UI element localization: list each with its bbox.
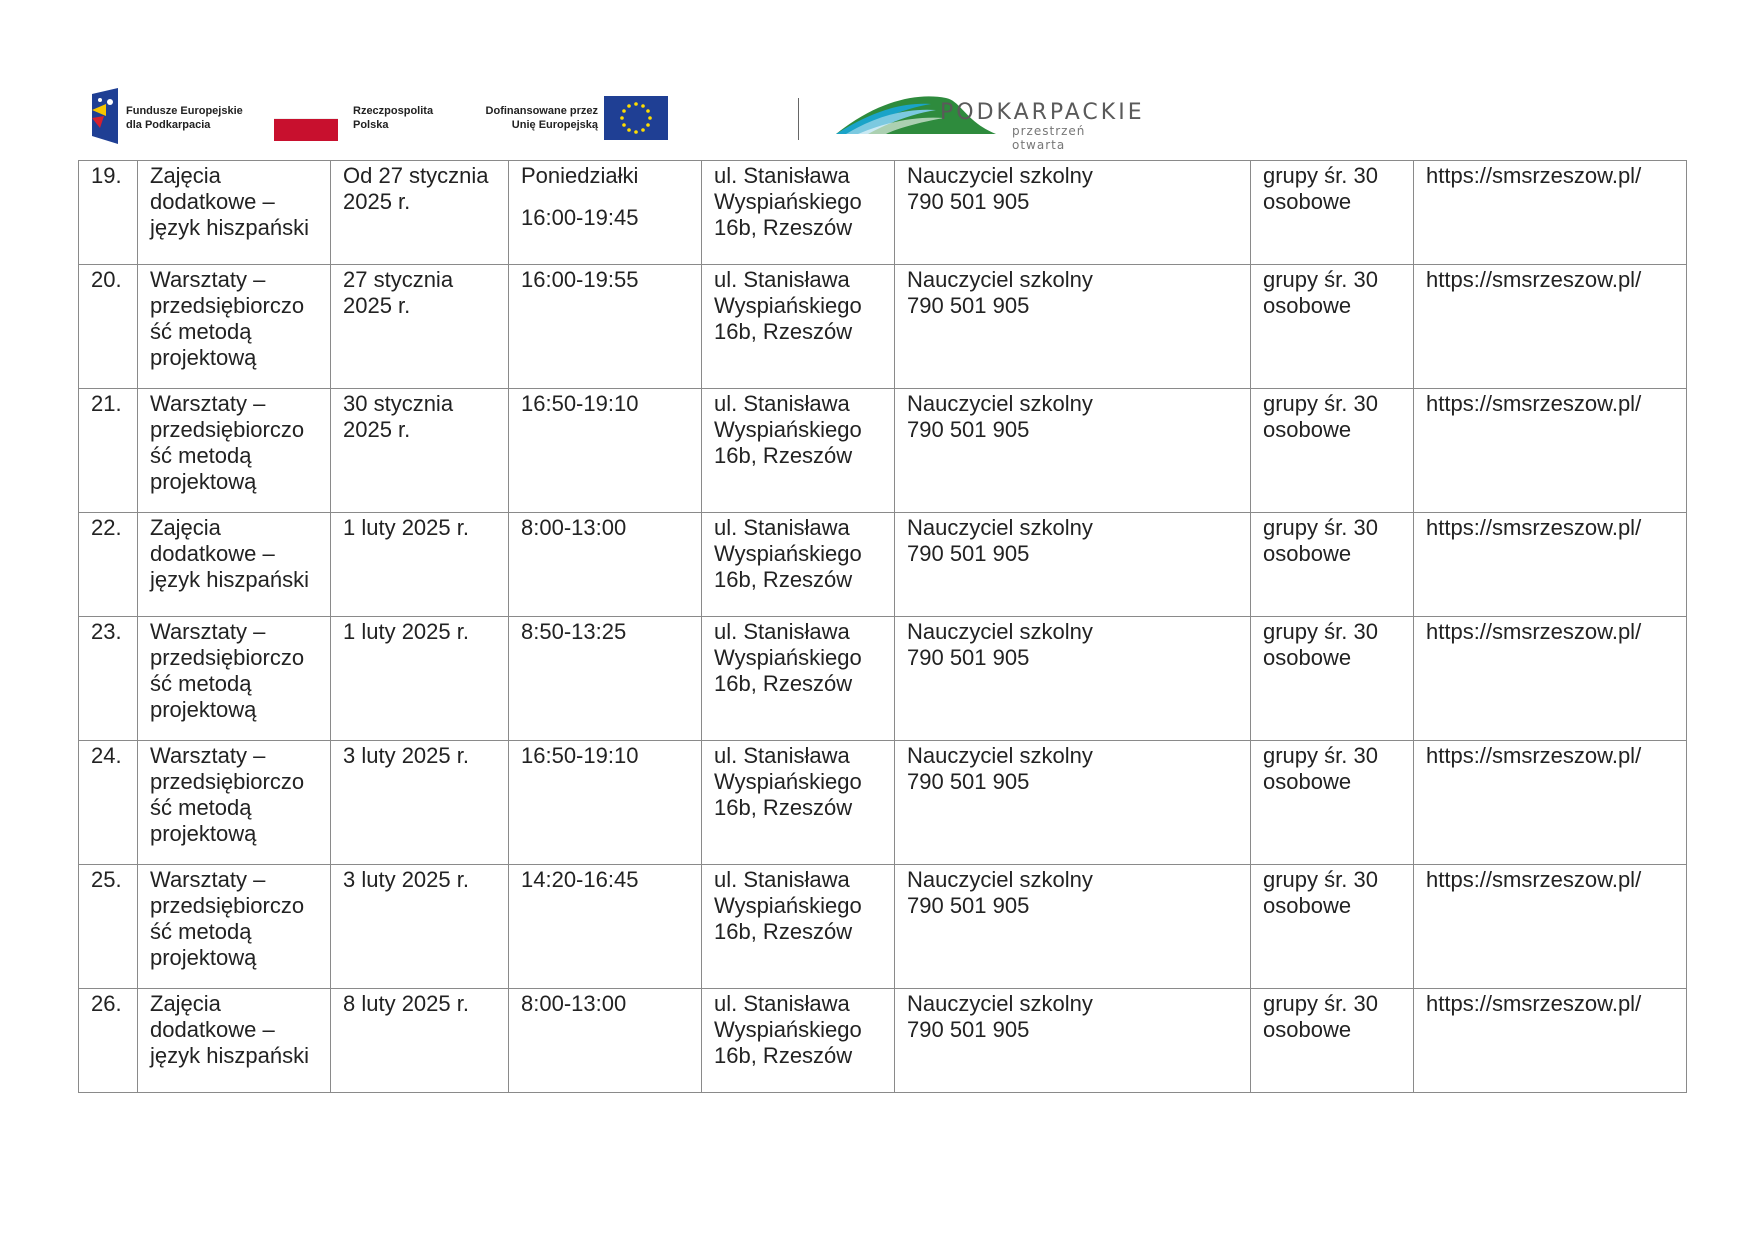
activity-address: Wyspiańskiego xyxy=(714,769,862,794)
activity-link-cell xyxy=(1414,161,1687,265)
activity-hours: 8:50-13:25 xyxy=(521,619,627,644)
activity-date-cell xyxy=(331,389,509,513)
activity-hours-cell xyxy=(509,865,702,989)
activity-contact-cell xyxy=(895,989,1251,1093)
activity-type: ść metodą xyxy=(150,443,252,468)
rp-logo-line2: Polska xyxy=(353,119,389,131)
activity-type: przedsiębiorczo xyxy=(150,893,305,918)
activity-contact: Nauczyciel szkolny xyxy=(907,267,1093,292)
activity-group-cell xyxy=(1251,161,1414,265)
activity-group: osobowe xyxy=(1263,189,1352,214)
activity-group-cell xyxy=(1251,989,1414,1093)
table-row xyxy=(79,865,1687,989)
row-number: 23. xyxy=(91,619,122,644)
activity-group: grupy śr. 30 xyxy=(1263,743,1378,768)
activity-type-cell xyxy=(138,513,331,617)
activity-address: ul. Stanisława xyxy=(714,743,850,768)
activity-type: język hiszpański xyxy=(150,1043,309,1068)
row-number: 26. xyxy=(91,991,122,1016)
logo-divider xyxy=(798,98,799,140)
activity-type: Warsztaty – xyxy=(150,391,266,416)
activity-type: projektową xyxy=(150,697,257,722)
activity-type-cell xyxy=(138,989,331,1093)
activity-address-cell xyxy=(702,265,895,389)
activity-address: Wyspiańskiego xyxy=(714,1017,862,1042)
activity-type: ść metodą xyxy=(150,919,252,944)
table-row xyxy=(79,389,1687,513)
activity-address-cell xyxy=(702,865,895,989)
activity-address: ul. Stanisława xyxy=(714,867,850,892)
activity-address-cell xyxy=(702,513,895,617)
activity-hours: 16:50-19:10 xyxy=(521,391,639,416)
activity-date: 30 stycznia xyxy=(343,391,454,416)
activity-hours: 16:50-19:10 xyxy=(521,743,639,768)
table-row xyxy=(79,617,1687,741)
activity-contact-cell xyxy=(895,265,1251,389)
activity-contact: 790 501 905 xyxy=(907,417,1030,442)
activity-type: ść metodą xyxy=(150,671,252,696)
activity-contact: Nauczyciel szkolny xyxy=(907,991,1093,1016)
activity-type: dodatkowe – xyxy=(150,1017,275,1042)
activity-contact: Nauczyciel szkolny xyxy=(907,743,1093,768)
activity-type: przedsiębiorczo xyxy=(150,769,305,794)
activity-address: ul. Stanisława xyxy=(714,991,850,1016)
activity-type: Warsztaty – xyxy=(150,267,266,292)
activity-contact-cell xyxy=(895,161,1251,265)
activity-group: grupy śr. 30 xyxy=(1263,991,1378,1016)
activity-date: 8 luty 2025 r. xyxy=(343,991,469,1016)
activity-type: przedsiębiorczo xyxy=(150,293,305,318)
activity-contact: Nauczyciel szkolny xyxy=(907,515,1093,540)
activity-address: ul. Stanisława xyxy=(714,515,850,540)
activity-type: ść metodą xyxy=(150,319,252,344)
activity-group: grupy śr. 30 xyxy=(1263,867,1378,892)
fe-logo-line2: dla Podkarpacia xyxy=(126,119,211,131)
activity-group-cell xyxy=(1251,741,1414,865)
activity-type: Warsztaty – xyxy=(150,619,266,644)
logo-bar xyxy=(88,88,1145,152)
activity-link: https://smsrzeszow.pl/ xyxy=(1426,743,1642,768)
eu-flag-icon xyxy=(604,96,668,140)
activity-contact: 790 501 905 xyxy=(907,293,1030,318)
activity-type: Warsztaty – xyxy=(150,743,266,768)
activity-type: dodatkowe – xyxy=(150,541,275,566)
activity-type: Zajęcia xyxy=(150,163,221,188)
activity-link-cell xyxy=(1414,265,1687,389)
activity-link: https://smsrzeszow.pl/ xyxy=(1426,267,1642,292)
row-number-cell xyxy=(79,513,138,617)
activity-link-cell xyxy=(1414,617,1687,741)
activity-group-cell xyxy=(1251,265,1414,389)
eu-logo-line1: Dofinansowane przez xyxy=(485,105,598,117)
activity-group: osobowe xyxy=(1263,893,1352,918)
activity-address: Wyspiańskiego xyxy=(714,541,862,566)
activity-hours-cell xyxy=(509,989,702,1093)
activity-contact: 790 501 905 xyxy=(907,893,1030,918)
podkarpackie-subtitle: przestrzeń otwarta xyxy=(1012,124,1086,152)
activity-contact-cell xyxy=(895,617,1251,741)
activity-type: Zajęcia xyxy=(150,991,221,1016)
row-number: 20. xyxy=(91,267,122,292)
activity-group: grupy śr. 30 xyxy=(1263,391,1378,416)
activity-hours: 8:00-13:00 xyxy=(521,991,627,1016)
activity-address: ul. Stanisława xyxy=(714,391,850,416)
activity-type-cell xyxy=(138,265,331,389)
activity-hours-cell xyxy=(509,741,702,865)
activity-contact: Nauczyciel szkolny xyxy=(907,867,1093,892)
activity-date: 3 luty 2025 r. xyxy=(343,867,469,892)
activity-contact: 790 501 905 xyxy=(907,645,1030,670)
activity-link-cell xyxy=(1414,513,1687,617)
activity-contact: Nauczyciel szkolny xyxy=(907,163,1093,188)
activity-type: język hiszpański xyxy=(150,215,309,240)
activity-link: https://smsrzeszow.pl/ xyxy=(1426,867,1642,892)
activity-hours: 14:20-16:45 xyxy=(521,867,639,892)
activity-hours: Poniedziałki xyxy=(521,163,639,188)
activity-address-cell xyxy=(702,741,895,865)
activity-address: Wyspiańskiego xyxy=(714,189,862,214)
activity-group: grupy śr. 30 xyxy=(1263,515,1378,540)
activity-date: 3 luty 2025 r. xyxy=(343,743,469,768)
activity-type: język hiszpański xyxy=(150,567,309,592)
activity-address: 16b, Rzeszów xyxy=(714,671,853,696)
activity-date-cell xyxy=(331,161,509,265)
activity-group: grupy śr. 30 xyxy=(1263,619,1378,644)
activity-type-cell xyxy=(138,161,331,265)
activity-date: 1 luty 2025 r. xyxy=(343,619,469,644)
activity-group: osobowe xyxy=(1263,645,1352,670)
row-number-cell xyxy=(79,265,138,389)
table-row xyxy=(79,265,1687,389)
activity-type: projektową xyxy=(150,945,257,970)
activity-address: 16b, Rzeszów xyxy=(714,443,853,468)
activity-date: 2025 r. xyxy=(343,189,411,214)
activity-type: projektową xyxy=(150,469,257,494)
rp-logo-line1: Rzeczpospolita xyxy=(353,105,434,117)
activity-address-cell xyxy=(702,161,895,265)
activity-group-cell xyxy=(1251,617,1414,741)
activity-group-cell xyxy=(1251,389,1414,513)
row-number-cell xyxy=(79,741,138,865)
activity-address: ul. Stanisława xyxy=(714,619,850,644)
row-number-cell xyxy=(79,161,138,265)
podkarpackie-logo xyxy=(836,88,1145,152)
activity-contact: Nauczyciel szkolny xyxy=(907,391,1093,416)
activity-group: osobowe xyxy=(1263,417,1352,442)
activity-date: 2025 r. xyxy=(343,417,411,442)
podkarpackie-title: PODKARPACKIE xyxy=(940,100,1145,125)
activity-hours-cell xyxy=(509,617,702,741)
activity-address: Wyspiańskiego xyxy=(714,645,862,670)
activity-hours-cell xyxy=(509,265,702,389)
activity-type: przedsiębiorczo xyxy=(150,645,305,670)
table-row xyxy=(79,513,1687,617)
activity-contact-cell xyxy=(895,741,1251,865)
row-number: 25. xyxy=(91,867,122,892)
activity-group: osobowe xyxy=(1263,769,1352,794)
activity-type: projektową xyxy=(150,821,257,846)
activity-type: Zajęcia xyxy=(150,515,221,540)
activity-link: https://smsrzeszow.pl/ xyxy=(1426,391,1642,416)
table-row xyxy=(79,989,1687,1093)
activity-group: osobowe xyxy=(1263,1017,1352,1042)
eu-logo xyxy=(476,88,676,148)
fe-flag-icon xyxy=(88,88,120,144)
activity-contact-cell xyxy=(895,513,1251,617)
activity-hours: 16:00-19:55 xyxy=(521,267,639,292)
activity-type-cell xyxy=(138,741,331,865)
fe-logo-line1: Fundusze Europejskie xyxy=(126,105,243,117)
activity-link-cell xyxy=(1414,989,1687,1093)
activity-hours-cell xyxy=(509,513,702,617)
activity-date-cell xyxy=(331,617,509,741)
activity-date-cell xyxy=(331,513,509,617)
activity-contact: 790 501 905 xyxy=(907,189,1030,214)
activity-date: Od 27 stycznia xyxy=(343,163,489,188)
fe-logo xyxy=(88,88,268,148)
rp-logo xyxy=(274,88,444,148)
activity-date: 2025 r. xyxy=(343,293,411,318)
row-number: 19. xyxy=(91,163,122,188)
activity-address: 16b, Rzeszów xyxy=(714,567,853,592)
activity-hours xyxy=(521,189,689,205)
activity-group-cell xyxy=(1251,513,1414,617)
activity-date-cell xyxy=(331,265,509,389)
activity-contact: Nauczyciel szkolny xyxy=(907,619,1093,644)
row-number-cell xyxy=(79,989,138,1093)
activity-group-cell xyxy=(1251,865,1414,989)
activity-address: Wyspiańskiego xyxy=(714,293,862,318)
activity-address: 16b, Rzeszów xyxy=(714,919,853,944)
table-row xyxy=(79,741,1687,865)
row-number: 24. xyxy=(91,743,122,768)
row-number: 21. xyxy=(91,391,122,416)
activity-address: 16b, Rzeszów xyxy=(714,795,853,820)
activity-contact-cell xyxy=(895,389,1251,513)
activity-address: 16b, Rzeszów xyxy=(714,215,853,240)
activity-address: Wyspiańskiego xyxy=(714,417,862,442)
activity-address: 16b, Rzeszów xyxy=(714,1043,853,1068)
activity-contact-cell xyxy=(895,865,1251,989)
activity-contact: 790 501 905 xyxy=(907,541,1030,566)
activity-contact: 790 501 905 xyxy=(907,1017,1030,1042)
activity-hours: 16:00-19:45 xyxy=(521,205,639,230)
activity-type: przedsiębiorczo xyxy=(150,417,305,442)
activity-group: grupy śr. 30 xyxy=(1263,267,1378,292)
activity-address: ul. Stanisława xyxy=(714,163,850,188)
table-row xyxy=(79,161,1687,265)
polish-flag-icon xyxy=(274,118,338,141)
activity-type-cell xyxy=(138,865,331,989)
activity-contact: 790 501 905 xyxy=(907,769,1030,794)
activity-link-cell xyxy=(1414,865,1687,989)
activity-link-cell xyxy=(1414,741,1687,865)
activity-date: 27 stycznia xyxy=(343,267,454,292)
row-number-cell xyxy=(79,865,138,989)
activity-date-cell xyxy=(331,989,509,1093)
activity-link: https://smsrzeszow.pl/ xyxy=(1426,991,1642,1016)
activity-address: ul. Stanisława xyxy=(714,267,850,292)
activity-address-cell xyxy=(702,389,895,513)
activity-type: dodatkowe – xyxy=(150,189,275,214)
activity-hours-cell xyxy=(509,389,702,513)
schedule-table xyxy=(78,160,1687,1093)
activity-link: https://smsrzeszow.pl/ xyxy=(1426,163,1642,188)
activity-link: https://smsrzeszow.pl/ xyxy=(1426,515,1642,540)
activity-type-cell xyxy=(138,389,331,513)
row-number-cell xyxy=(79,389,138,513)
activity-hours-cell xyxy=(509,161,702,265)
activity-group: osobowe xyxy=(1263,541,1352,566)
activity-type: Warsztaty – xyxy=(150,867,266,892)
activity-type: projektową xyxy=(150,345,257,370)
activity-date-cell xyxy=(331,865,509,989)
activity-hours: 8:00-13:00 xyxy=(521,515,627,540)
activity-date-cell xyxy=(331,741,509,865)
activity-link-cell xyxy=(1414,389,1687,513)
activity-address: Wyspiańskiego xyxy=(714,893,862,918)
activity-group: grupy śr. 30 xyxy=(1263,163,1378,188)
row-number: 22. xyxy=(91,515,122,540)
activity-type-cell xyxy=(138,617,331,741)
row-number-cell xyxy=(79,617,138,741)
activity-group: osobowe xyxy=(1263,293,1352,318)
activity-address-cell xyxy=(702,617,895,741)
activity-address-cell xyxy=(702,989,895,1093)
activity-type: ść metodą xyxy=(150,795,252,820)
activity-address: 16b, Rzeszów xyxy=(714,319,853,344)
activity-date: 1 luty 2025 r. xyxy=(343,515,469,540)
activity-link: https://smsrzeszow.pl/ xyxy=(1426,619,1642,644)
eu-logo-line2: Unię Europejską xyxy=(511,119,598,131)
